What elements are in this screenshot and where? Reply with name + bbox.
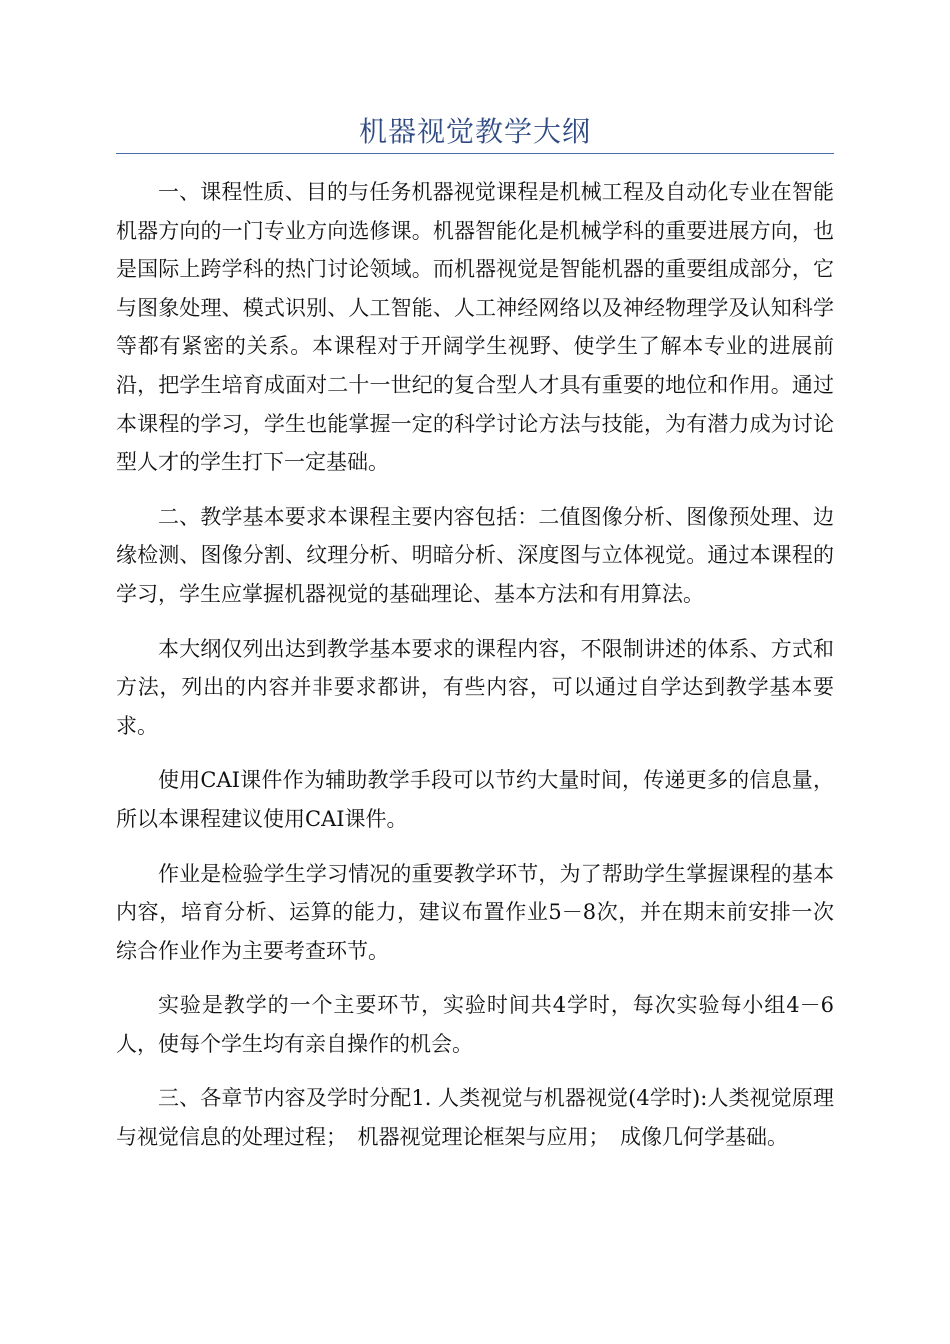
paragraph-basic-requirements: 二、教学基本要求本课程主要内容包括：二值图像分析、图像预处理、边缘检测、图像分割、纹理分析、明暗分析、深度图与立体视觉。通过本课程的学习，学生应掌握机器视觉的基础理论、基本方法和有用算法。 [116,504,834,606]
paragraph-homework: 作业是检验学生学习情况的重要教学环节，为了帮助学生掌握课程的基本内容，培育分析、运算的能力，建议布置作业5－8次，并在期末前安排一次综合作业作为主要考查环节。 [116,861,834,963]
document-body [116,173,834,1173]
paragraph-outline-scope: 本大纲仅列出达到教学基本要求的课程内容，不限制讲述的体系、方式和方法，列出的内容并非要求都讲，有些内容，可以通过自学达到教学基本要求。 [116,636,834,738]
paragraph-cai-courseware: 使用CAI课件作为辅助教学手段可以节约大量时间，传递更多的信息量，所以本课程建议使用CAI课件。 [116,768,834,831]
paragraph-course-nature: 一、课程性质、目的与任务机器视觉课程是机械工程及自动化专业在智能机器方向的一门专业方向选修课。机器智能化是机械学科的重要进展方向，也是国际上跨学科的热门讨论领域。而机器视觉是智能机器的重要组成部分，它与图象处理、模式识别、人工智能、人工神经网络以及神经物理学及认知科学等都有紧密的关系。本课程对于开阔学生视野、使学生了解本专业的进展前沿，把学生培育成面对二十一世纪的复合型人才具有重要的地位和作用。通过本课程的学习，学生也能掌握一定的科学讨论方法与技能，为有潜力成为讨论型人才的学生打下一定基础。 [116,180,834,475]
paragraph-chapter-contents: 三、各章节内容及学时分配1. 人类视觉与机器视觉(4学时):人类视觉原理与视觉信息的处理过程； 机器视觉理论框架与应用； 成像几何学基础。 [116,1086,834,1150]
paragraph-experiment: 实验是教学的一个主要环节，实验时间共4学时，每次实验每小组4－6人，使每个学生均有亲自操作的机会。 [116,993,834,1056]
title-underline [116,153,834,154]
document-title: 机器视觉教学大纲 [358,115,591,148]
